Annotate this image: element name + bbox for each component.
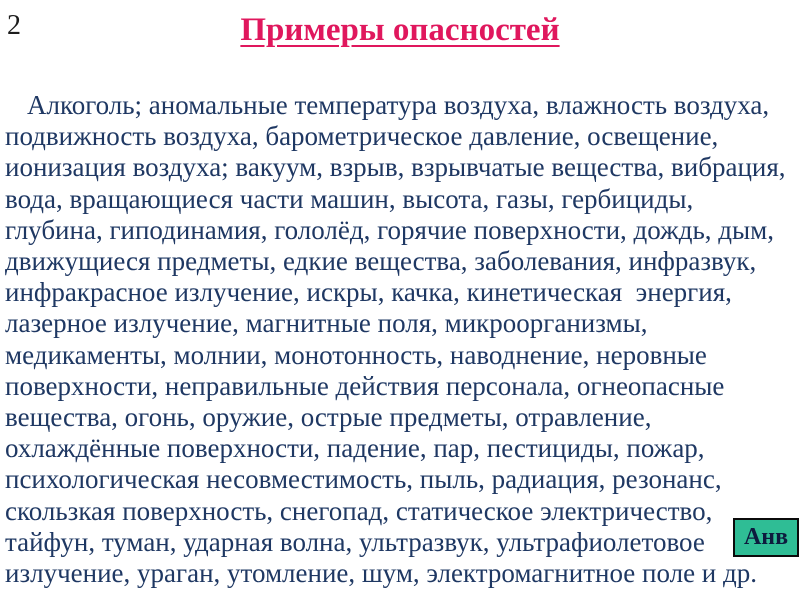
text-line: излучение, ураган, утомление, шум, электромагнитное поле и др. [5, 558, 757, 589]
text-line: охлаждённые поверхности, падение, пар, пестициды, пожар, [5, 433, 705, 464]
text-line: психологическая несовместимость, пыль, радиация, резонанс, [5, 464, 722, 495]
text-line: ионизация воздуха; вакуум, взрыв, взрывчатые вещества, вибрация, [5, 152, 786, 183]
text-line: вещества, огонь, оружие, острые предметы, отравление, [5, 402, 652, 433]
text-line: лазерное излучение, магнитные поля, микроорганизмы, [5, 308, 648, 339]
text-line: медикаменты, молнии, монотонность, наводнение, неровные [5, 339, 707, 370]
anv-action-button[interactable]: Анв [733, 518, 799, 557]
text-line: поверхности, неправильные действия персонала, огнеопасные [5, 370, 725, 401]
slide-page-number: 2 [7, 10, 21, 41]
text-line: движущиеся предметы, едкие вещества, заболевания, инфразвук, [5, 246, 757, 277]
text-line: вода, вращающиеся части машин, высота, газы, гербициды, [5, 183, 694, 214]
text-line: Алкоголь; аномальные температура воздуха, влажность воздуха, [27, 90, 770, 120]
text-line: подвижность воздуха, барометрическое давление, освещение, [5, 121, 719, 152]
slide-title: Примеры опасностей [240, 12, 560, 48]
text-line: глубина, гиподинамия, гололёд, горячие поверхности, дождь, дым, [5, 214, 775, 245]
text-line: тайфун, туман, ударная волна, ультразвук, ультрафиолетовое [5, 526, 705, 557]
text-line: скользкая поверхность, снегопад, статическое электричество, [5, 495, 713, 526]
hazards-list-paragraph [5, 90, 799, 589]
text-line: инфракрасное излучение, искры, качка, кинетическая энергия, [5, 277, 732, 308]
